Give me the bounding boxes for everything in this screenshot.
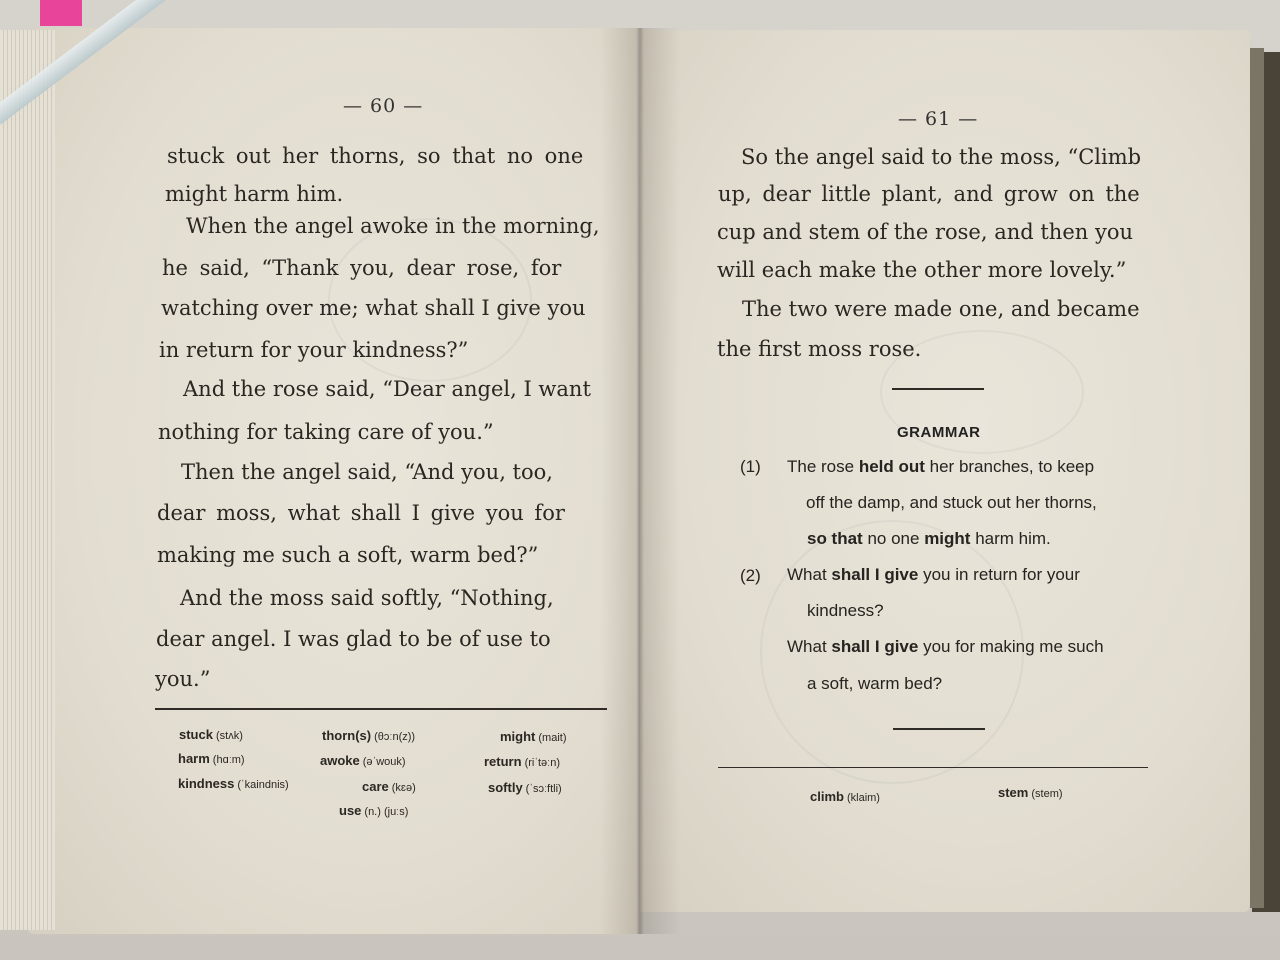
- text-line: he said, “Thank you, dear rose, for: [162, 256, 562, 280]
- grammar-line: kindness?: [807, 601, 884, 620]
- grammar-line: off the damp, and stuck out her thorns,: [806, 493, 1097, 512]
- vocab-entry: might (mait): [500, 729, 567, 744]
- text-line: the first moss rose.: [717, 337, 922, 361]
- vocab-entry: climb (klaim): [810, 789, 880, 804]
- text-line: you.”: [155, 667, 211, 691]
- page-number-60: — 60 —: [343, 95, 424, 117]
- text-line: might harm him.: [165, 182, 344, 206]
- vocab-entry: stem (stem): [998, 785, 1063, 800]
- vocab-entry: softly (ˈsɔːftli): [488, 780, 562, 795]
- grammar-item-number: (1): [740, 457, 761, 476]
- text-line: stuck out her thorns, so that no one: [167, 144, 584, 168]
- text-line: When the angel awoke in the morning,: [186, 214, 600, 238]
- vocab-entry: use (n.) (juːs): [339, 803, 409, 818]
- text-line: dear moss, what shall I give you for: [157, 501, 565, 525]
- text-line: cup and stem of the rose, and then you: [717, 220, 1133, 244]
- vocabulary-divider: [718, 767, 1148, 768]
- vocab-entry: kindness (ˈkaindnis): [178, 776, 289, 791]
- vocab-entry: stuck (stʌk): [179, 727, 243, 742]
- grammar-line: What shall I give you in return for your: [787, 565, 1080, 584]
- text-line: And the rose said, “Dear angel, I want: [183, 377, 591, 401]
- pink-sticky-tab: [40, 0, 82, 26]
- page-stack-edges: [0, 30, 55, 930]
- vocab-entry: care (kɛə): [362, 779, 416, 794]
- section-divider: [892, 388, 984, 390]
- grammar-line: The rose held out her branches, to keep: [787, 457, 1095, 476]
- vocab-entry: harm (hɑːm): [178, 751, 245, 766]
- vocab-entry: return (riˈtəːn): [484, 754, 561, 769]
- vocab-entry: awoke (əˈwouk): [320, 753, 406, 768]
- book-gutter: [600, 28, 680, 934]
- grammar-item-number: (2): [740, 566, 761, 585]
- vocabulary-divider: [155, 708, 607, 710]
- grammar-line: so that no one might harm him.: [807, 529, 1051, 548]
- text-line: up, dear little plant, and grow on the: [718, 182, 1140, 206]
- text-line: nothing for taking care of you.”: [158, 420, 494, 444]
- text-line: Then the angel said, “And you, too,: [181, 460, 553, 484]
- page-number-61: — 61 —: [898, 108, 979, 130]
- grammar-heading: GRAMMAR: [897, 424, 981, 441]
- text-line: watching over me; what shall I give you: [161, 296, 586, 320]
- text-line: And the moss said softly, “Nothing,: [180, 586, 554, 610]
- section-divider: [893, 728, 985, 730]
- text-line: in return for your kindness?”: [159, 338, 469, 362]
- grammar-line: What shall I give you for making me such: [787, 637, 1104, 656]
- vocab-entry: thorn(s) (θɔːn(z)): [322, 728, 416, 743]
- grammar-line: a soft, warm bed?: [807, 674, 943, 693]
- text-line: So the angel said to the moss, “Climb: [741, 145, 1142, 169]
- text-line: dear angel. I was glad to be of use to: [156, 627, 551, 651]
- text-line: making me such a soft, warm bed?”: [157, 543, 539, 567]
- text-line: will each make the other more lovely.”: [717, 258, 1127, 282]
- text-line: The two were made one, and became: [742, 297, 1140, 321]
